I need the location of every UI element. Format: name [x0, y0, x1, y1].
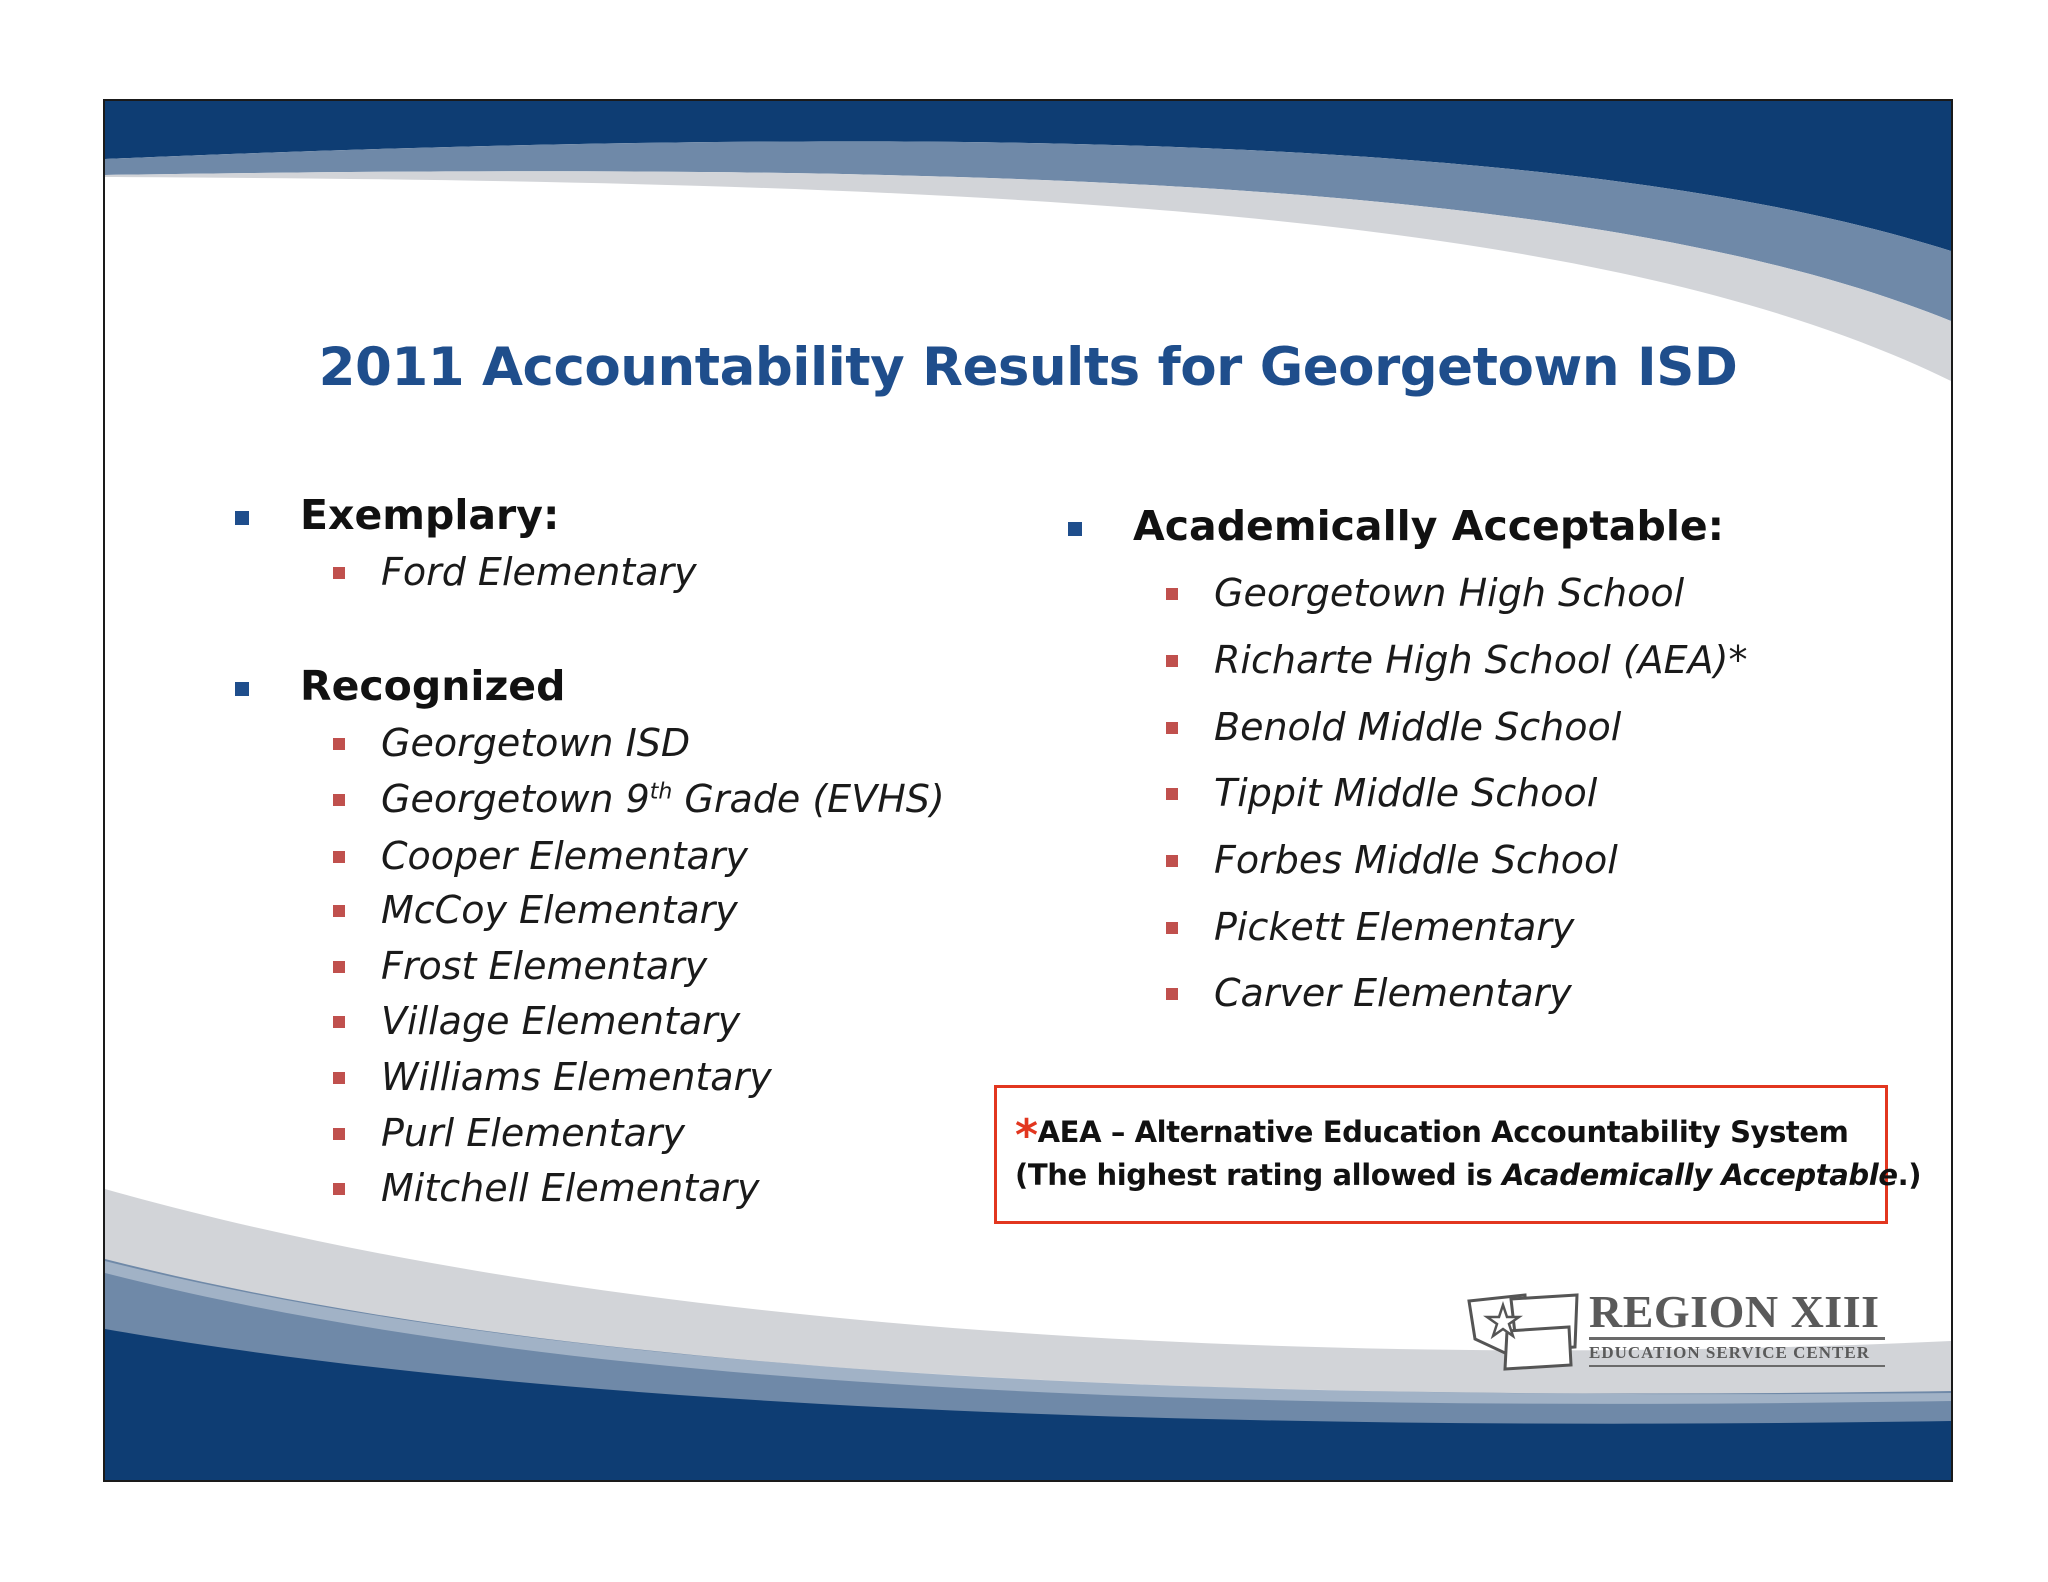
bullet-icon	[333, 905, 345, 917]
list-item: McCoy Elementary	[381, 888, 738, 932]
bullet-icon	[333, 1128, 345, 1140]
logo-rule	[1589, 1337, 1885, 1340]
list-item: Richarte High School (AEA)*	[1214, 638, 1748, 682]
logo-name: REGION XIII	[1589, 1286, 1880, 1337]
bullet-icon	[1166, 922, 1178, 934]
bullet-icon	[333, 851, 345, 863]
list-item: Georgetown ISD	[381, 721, 690, 765]
recognized-bullet	[235, 682, 249, 696]
bullet-icon	[1166, 588, 1178, 600]
list-item: Frost Elementary	[381, 944, 707, 988]
list-item: Carver Elementary	[1214, 971, 1572, 1015]
bullet-icon	[333, 1183, 345, 1195]
aea-note-box	[994, 1085, 1922, 1224]
region-xiii-logo	[1465, 1286, 1885, 1381]
list-item: Ford Elementary	[381, 550, 697, 594]
logo-rule-bottom	[1589, 1365, 1885, 1367]
asterisk-icon: *	[1015, 1110, 1038, 1161]
bullet-icon	[1166, 855, 1178, 867]
bullet-icon	[1166, 988, 1178, 1000]
texas-star-icon	[1465, 1291, 1583, 1371]
list-item: Georgetown High School	[1214, 571, 1684, 615]
list-item: Cooper Elementary	[381, 834, 748, 878]
slide	[103, 99, 1953, 1482]
logo-subtitle: EDUCATION SERVICE CENTER	[1589, 1343, 1870, 1362]
exemplary-bullet	[235, 511, 249, 525]
list-item: Forbes Middle School	[1214, 838, 1618, 882]
list-item: Georgetown 9th Grade (EVHS)	[381, 777, 945, 821]
bullet-icon	[1166, 722, 1178, 734]
list-item: Purl Elementary	[381, 1111, 685, 1155]
list-item: Village Elementary	[381, 999, 740, 1043]
bullet-icon	[333, 567, 345, 579]
list-item: Pickett Elementary	[1214, 905, 1574, 949]
bullet-icon	[1166, 655, 1178, 667]
bullet-icon	[333, 1016, 345, 1028]
list-item: Benold Middle School	[1214, 705, 1621, 749]
list-item: Williams Elementary	[381, 1055, 772, 1099]
slide-title: 2011 Accountability Results for Georgetown ISD	[318, 337, 1738, 398]
acceptable-heading: Academically Acceptable:	[1133, 502, 1725, 550]
note-line-2: (The highest rating allowed is Academically Acceptable.)	[1015, 1158, 1922, 1192]
bullet-icon	[333, 1072, 345, 1084]
bullet-icon	[333, 794, 345, 806]
list-item: Mitchell Elementary	[381, 1166, 760, 1210]
acceptable-bullet	[1068, 522, 1082, 536]
bullet-icon	[333, 738, 345, 750]
exemplary-heading: Exemplary:	[300, 491, 560, 539]
recognized-heading: Recognized	[300, 662, 566, 710]
list-item: Tippit Middle School	[1214, 771, 1597, 815]
note-line-1: *AEA – Alternative Education Accountability System	[1015, 1110, 1849, 1161]
bullet-icon	[1166, 788, 1178, 800]
note-emphasis: Academically Acceptable	[1502, 1158, 1898, 1192]
bullet-icon	[333, 961, 345, 973]
